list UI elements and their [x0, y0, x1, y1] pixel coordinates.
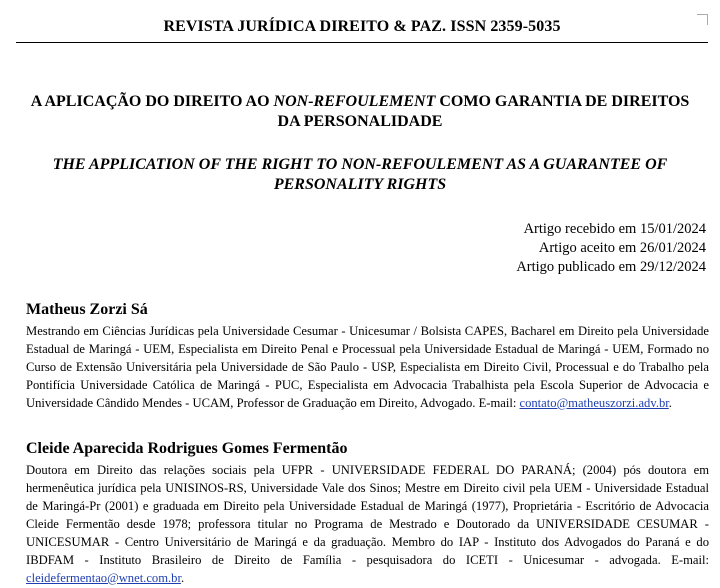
- author-bio-text: Doutora em Direito das relações sociais pela UFPR - UNIVERSIDADE FEDERAL DO PARANÁ; (2004) pós doutora em hermenêutica jurídica pela UNISINOS-RS, Universidade Vale dos Sinos; Mestre em Direito civil pela UEM - Universidade Estadual de Maringá-Pr (2001) e graduada em Direito pela Universidade Estadual de Maringá (1977), Proprietária - Escritório de Advocacia Cleide Fermentão desde 1978; professora titular no Programa de Mestrado e Doutorado da UNIVERSIDADE CESUMAR - UNICESUMAR - Centro Universitário de Maringá e da graduação. Membro do IAP - Instituto dos Advogados do Paraná e do IBDFAM - Instituto Brasileiro de Direito de Família - pesquisadora do ICETI - Unicesumar - advogada. E-mail:: [26, 463, 709, 567]
- date-received: Artigo recebido em 15/01/2024: [523, 221, 706, 237]
- author-name: Matheus Zorzi Sá: [26, 301, 148, 318]
- author-bio: [26, 322, 709, 412]
- author-name: Cleide Aparecida Rodrigues Gomes Fermentão: [26, 440, 348, 457]
- author-email-link[interactable]: contato@matheuszorzi.adv.br: [519, 396, 669, 410]
- author-email-link[interactable]: cleidefermentao@wnet.com.br: [26, 571, 181, 585]
- author-bio-text: Mestrando em Ciências Jurídicas pela Universidade Cesumar - Unicesumar / Bolsista CAPES, Bacharel em Direito pela Universidade Estadual de Maringá - UEM, Especialista em Direito Penal e Processual pela Universidade Estadual de Maringá - UEM, Formado no Curso de Extensão Universitária pela Universidade de São Paulo - USP, Especialista em Direito Civil, Processual e do Trabalho pela Pontifícia Universidade Católica de Maringá - PUC, Especialista em Advocacia Trabalhista pela Escola Superior de Advocacia e Universidade Cândido Mendes - UCAM, Professor de Graduação em Direito, Advogado. E-mail:: [26, 324, 709, 410]
- journal-header: [16, 6, 708, 43]
- date-published: Artigo publicado em 29/12/2024: [516, 259, 706, 275]
- date-accepted: Artigo aceito em 26/01/2024: [538, 240, 706, 256]
- article-dates: [516, 220, 706, 277]
- title-pt-italic-term: NON-REFOULEMENT: [273, 93, 436, 110]
- article-title-english: THE APPLICATION OF THE RIGHT TO NON-REFOULEMENT AS A GUARANTEE OF PERSONALITY RIGHTS: [52, 156, 668, 193]
- title-pt-part1: A APLICAÇÃO DO DIREITO AO: [30, 93, 274, 110]
- author-block: [26, 439, 709, 587]
- author-bio-suffix: .: [668, 396, 672, 410]
- article-title-portuguese: [28, 92, 692, 132]
- author-bio: [26, 461, 709, 587]
- journal-title: REVISTA JURÍDICA DIREITO & PAZ. ISSN 2359-5035: [163, 18, 561, 35]
- page-corner-mark: [697, 14, 708, 25]
- title-pt-part2: COMO GARANTIA DE DIREITOS DA PERSONALIDADE: [277, 93, 690, 130]
- author-bio-suffix: .: [180, 571, 185, 585]
- author-block: [26, 300, 709, 412]
